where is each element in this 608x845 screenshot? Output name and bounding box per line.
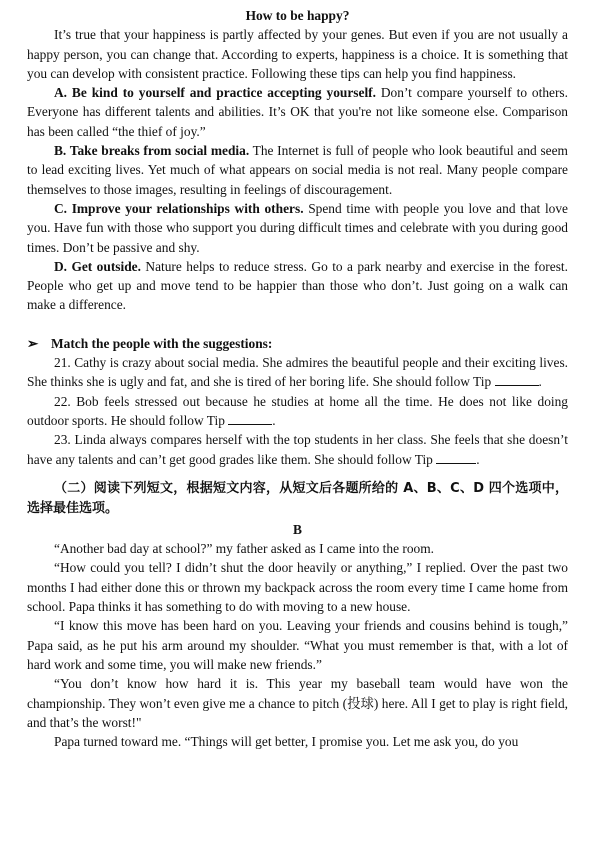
tip-a-body: Don’t compare yourself to others. Everyone has different talents and abilities. It’s OK that you're not like someone else. Comparison has been called “the thief of joy.” — [27, 85, 568, 139]
answer-blank-21[interactable] — [495, 373, 539, 386]
tip-c-body: Spend time with people you love and that love you. Have fun with those who support you during difficult times and celebrate with you during good times. Don’t be passive and shy. — [27, 200, 568, 255]
question-21 — [27, 353, 568, 392]
question-23 — [27, 430, 568, 469]
story-paragraph: “I know this move has been hard on you. Leaving your friends and cousins behind is tough,” Papa said, as he put his arm around my shoulder. “What you must remember is that, with a lot of hard work and some time, you will make new friends.” — [27, 618, 568, 672]
tip-c-heading: C. Improve your relationships with others. — [54, 200, 304, 216]
article-title: How to be happy? — [245, 8, 350, 23]
intro-paragraph: It’s true that your happiness is partly affected by your genes. But even if you are not usually a happy person, you can change that. According to experts, happiness is a choice. It is something that you can develop with consistent practice. Following these tips can help you find happiness. — [27, 27, 568, 81]
match-heading — [27, 334, 568, 353]
question-23-text: 23. Linda always compares herself with the top students in her class. She feels that she doesn’t have any talents and can’t get good grades like them. She should follow Tip — [27, 432, 568, 467]
question-22 — [27, 392, 568, 431]
question-23-end: . — [476, 451, 480, 467]
story-paragraph: Papa turned toward me. “Things will get better, I promise you. Let me ask you, do you — [54, 734, 519, 750]
passage-label: B — [293, 521, 302, 537]
arrow-bullet-icon: ➢ — [27, 335, 39, 351]
answer-blank-23[interactable] — [436, 451, 476, 464]
match-heading-text: Match the people with the suggestions: — [51, 335, 273, 351]
tip-c — [27, 199, 568, 257]
tip-d-heading: D. Get outside. — [54, 258, 141, 274]
question-21-text: 21. Cathy is crazy about social media. She admires the beautiful people and their exciting lives. She thinks she is ugly and fat, and she is tired of her boring life. She should follow Tip — [27, 355, 568, 390]
tip-b — [27, 141, 568, 199]
story-paragraph: “How could you tell? I didn’t shut the door heavily or anything,” I replied. Over the past two months I had either done this or thrown my backpack across the room every time I came home from school. Papa thinks it has something to do with moving to a new house. — [27, 560, 568, 615]
tip-b-body: The Internet is full of people who look beautiful and seem to lead exciting lives. Yet much of what appears on social media is not real. Many people compare themselves to those images, resulting in feelings of discouragement. — [27, 143, 568, 197]
section-2-instructions: （二）阅读下列短文，根据短文内容，从短文后各题所给的 A、B、C、D 四个选项中，选择最佳选项。 — [27, 480, 568, 516]
tip-b-heading: B. Take breaks from social media. — [54, 143, 250, 159]
tip-d-body: Nature helps to reduce stress. Go to a park nearby and exercise in the forest. People who get up and move tend to be happier than those who don’t. Just going on a walk can make a difference. — [27, 258, 568, 313]
question-22-text: 22. Bob feels stressed out because he studies at home all the time. He does not like doing outdoor sports. He should follow Tip — [27, 393, 568, 428]
answer-blank-22[interactable] — [228, 412, 272, 425]
question-21-end: . — [538, 374, 542, 390]
question-22-end: . — [272, 412, 276, 428]
tip-a — [27, 83, 568, 141]
story-paragraph: “Another bad day at school?” my father asked as I came into the room. — [54, 541, 435, 557]
tip-d — [27, 257, 568, 315]
tip-a-heading: A. Be kind to yourself and practice accepting yourself. — [54, 85, 376, 101]
spacer — [27, 315, 568, 334]
story-paragraph: “You don’t know how hard it is. This year my baseball team would have won the championship. They won’t even give me a chance to pitch (投球) here. All I get to play is right field, and that’s the worst!" — [27, 676, 568, 730]
